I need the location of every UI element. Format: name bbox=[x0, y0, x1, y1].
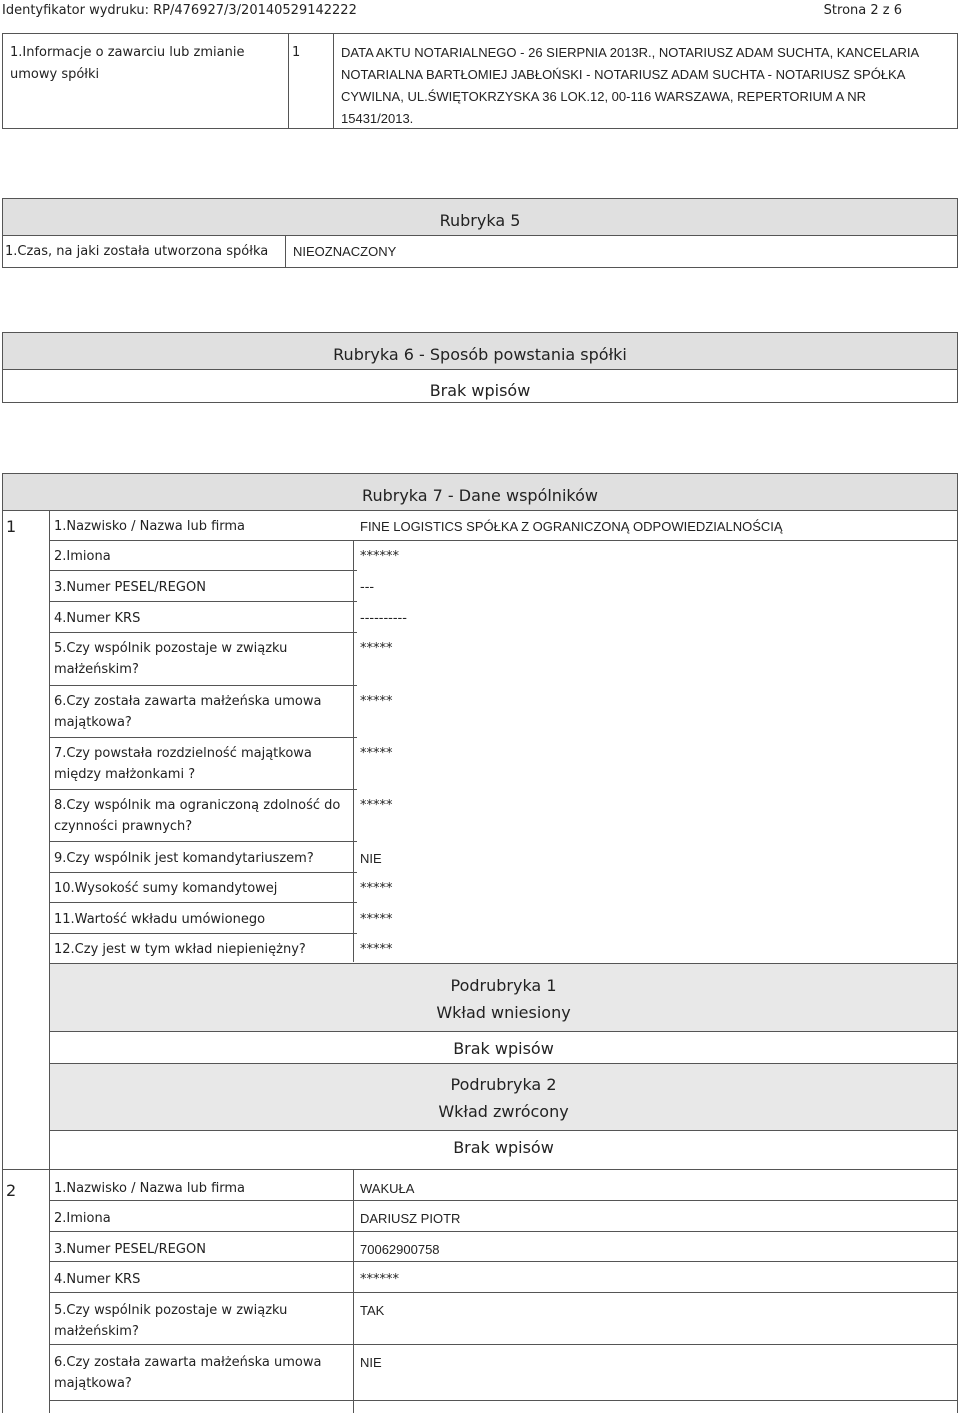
partner2-row-5-value: TAK bbox=[360, 1303, 385, 1318]
partner2-row-6-label: 6.Czy została zawarta małżeńska umowa bbox=[54, 1355, 322, 1370]
contract-info-text-2: NOTARIALNA BARTŁOMIEJ JABŁOŃSKI - NOTARIUSZ ADAM SUCHTA - NOTARIUSZ SPÓŁKA bbox=[341, 67, 906, 82]
print-identifier: Identyfikator wydruku: RP/476927/3/20140529142222 bbox=[2, 3, 357, 18]
page-number: Strona 2 z 6 bbox=[823, 3, 902, 18]
partner1-row-1-value: FINE LOGISTICS SPÓŁKA Z OGRANICZONĄ ODPOWIEDZIALNOŚCIĄ bbox=[360, 519, 783, 534]
partner1-row-9-value: NIE bbox=[360, 851, 382, 866]
partner2-number: 2 bbox=[6, 1181, 17, 1200]
partner2-row-6-label-2: majątkowa? bbox=[54, 1376, 132, 1391]
partner1-row-11-value: ***** bbox=[360, 912, 393, 927]
contract-info-text-1: DATA AKTU NOTARIALNEGO - 26 SIERPNIA 2013R., NOTARIUSZ ADAM SUCHTA, KANCELARIA bbox=[341, 45, 920, 60]
partner2-row-3-label: 3.Numer PESEL/REGON bbox=[54, 1242, 206, 1257]
rubryka6-empty: Brak wpisów bbox=[429, 381, 531, 400]
partner1-row-12-value: ***** bbox=[360, 942, 393, 957]
partner1-row-5-label-2: małżeńskim? bbox=[54, 662, 139, 677]
partner1-number: 1 bbox=[6, 517, 17, 536]
partner2-row-2-label: 2.Imiona bbox=[54, 1211, 111, 1226]
partner1-row-12-label: 12.Czy jest w tym wkład niepieniężny? bbox=[54, 942, 306, 957]
partner1-row-6-label: 6.Czy została zawarta małżeńska umowa bbox=[54, 694, 322, 709]
rubryka5-label: 1.Czas, na jaki została utworzona spółka bbox=[5, 244, 269, 259]
partner1-row-6-value: ***** bbox=[360, 694, 393, 709]
podrubryka2-empty: Brak wpisów bbox=[453, 1138, 554, 1157]
partner1-row-6-label-2: majątkowa? bbox=[54, 715, 132, 730]
rubryka6-title: Rubryka 6 - Sposób powstania spółki bbox=[333, 345, 627, 364]
partner2-row-1-value: WAKUŁA bbox=[360, 1181, 415, 1196]
partner1-row-7-value: ***** bbox=[360, 746, 393, 761]
partner1-row-9-label: 9.Czy wspólnik jest komandytariuszem? bbox=[54, 851, 314, 866]
partner1-row-8-label-2: czynności prawnych? bbox=[54, 819, 193, 834]
partner1-row-10-label: 10.Wysokość sumy komandytowej bbox=[54, 881, 278, 896]
partner1-row-3-label: 3.Numer PESEL/REGON bbox=[54, 580, 206, 595]
partner1-row-2-value: ****** bbox=[360, 549, 399, 564]
partner1-row-1-label: 1.Nazwisko / Nazwa lub firma bbox=[54, 519, 246, 534]
podrubryka1-empty: Brak wpisów bbox=[453, 1039, 554, 1058]
podrubryka2-subtitle: Wkład zwrócony bbox=[438, 1102, 569, 1121]
partner1-row-5-value: ***** bbox=[360, 641, 393, 656]
podrubryka1-subtitle: Wkład wniesiony bbox=[436, 1003, 571, 1022]
partner2-row-5-label: 5.Czy wspólnik pozostaje w związku bbox=[54, 1303, 288, 1318]
partner1-row-7-label-2: między małżonkami ? bbox=[54, 767, 196, 782]
contract-info-label-2: umowy spółki bbox=[10, 67, 100, 82]
partner2-row-6-value: NIE bbox=[360, 1355, 382, 1370]
partner1-row-4-value: ---------- bbox=[360, 611, 407, 626]
partner1-row-11-label: 11.Wartość wkładu umówionego bbox=[54, 912, 266, 927]
partner1-row-7-label: 7.Czy powstała rozdzielność majątkowa bbox=[54, 746, 312, 761]
partner1-row-3-value: --- bbox=[360, 580, 375, 595]
contract-info-text-3: CYWILNA, UL.ŚWIĘTOKRZYSKA 36 LOK.12, 00-116 WARSZAWA, REPERTORIUM A NR bbox=[341, 89, 866, 104]
rubryka5-title: Rubryka 5 bbox=[439, 211, 521, 230]
contract-info-number: 1 bbox=[292, 45, 301, 60]
contract-info-text-4: 15431/2013. bbox=[341, 111, 414, 126]
contract-info-label: 1.Informacje o zawarciu lub zmianie bbox=[10, 45, 245, 60]
partner1-row-8-value: ***** bbox=[360, 798, 393, 813]
rubryka5-value: NIEOZNACZONY bbox=[293, 244, 397, 259]
partner2-row-4-label: 4.Numer KRS bbox=[54, 1272, 141, 1287]
partner1-row-4-label: 4.Numer KRS bbox=[54, 611, 141, 626]
partner1-row-8-label: 8.Czy wspólnik ma ograniczoną zdolność do bbox=[54, 798, 341, 813]
partner2-row-2-value: DARIUSZ PIOTR bbox=[360, 1211, 461, 1226]
partner1-row-2-label: 2.Imiona bbox=[54, 549, 111, 564]
partner2-row-1-label: 1.Nazwisko / Nazwa lub firma bbox=[54, 1181, 246, 1196]
rubryka7-title: Rubryka 7 - Dane wspólników bbox=[362, 486, 598, 505]
partner2-row-5-label-2: małżeńskim? bbox=[54, 1324, 139, 1339]
podrubryka1-title: Podrubryka 1 bbox=[450, 976, 557, 995]
partner1-row-10-value: ***** bbox=[360, 881, 393, 896]
partner2-row-4-value: ****** bbox=[360, 1272, 399, 1287]
podrubryka2-title: Podrubryka 2 bbox=[450, 1075, 557, 1094]
partner2-row-3-value: 70062900758 bbox=[360, 1242, 440, 1257]
partner1-row-5-label: 5.Czy wspólnik pozostaje w związku bbox=[54, 641, 288, 656]
